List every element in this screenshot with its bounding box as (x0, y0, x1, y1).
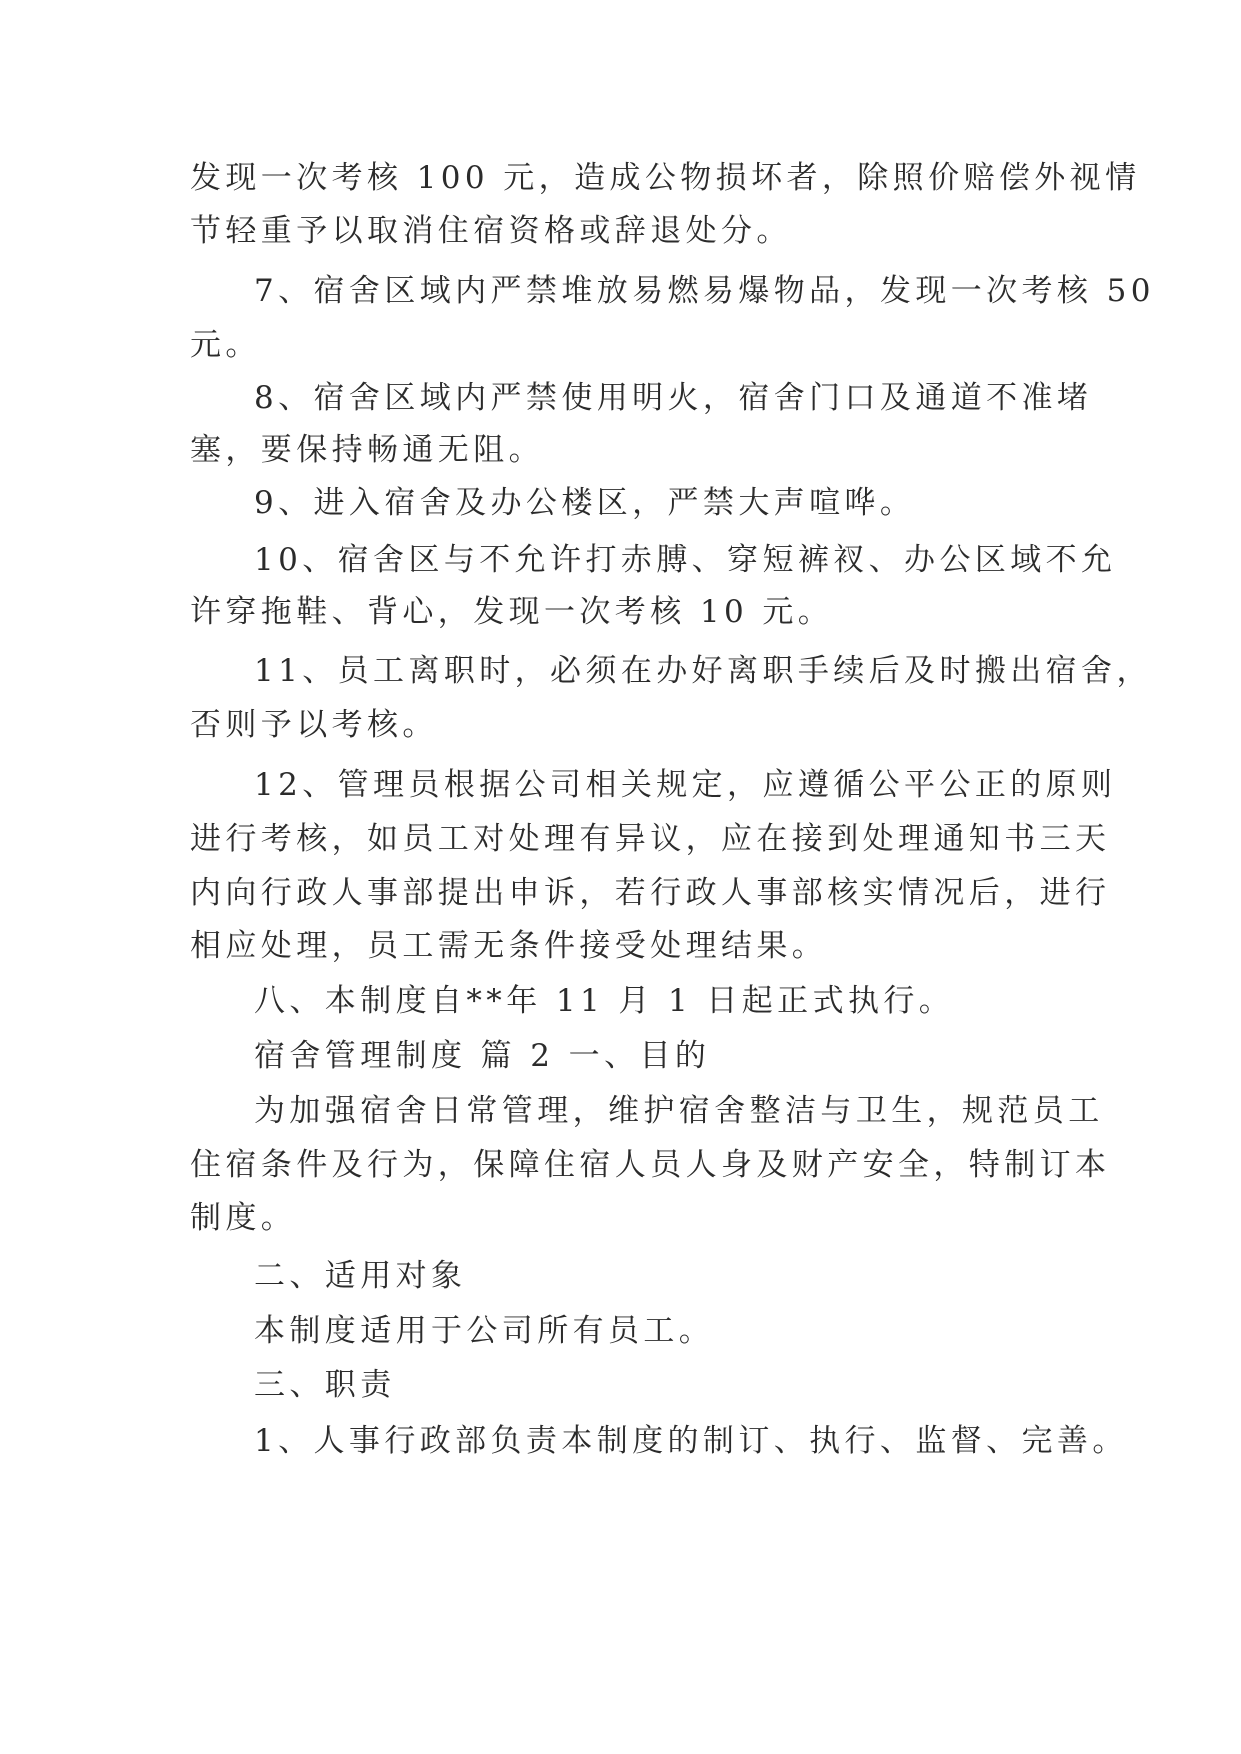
text-line: 八、本制度自**年 11 月 1 日起正式执行。 (254, 983, 955, 1019)
text-line: 宿舍管理制度 篇 2 一、目的 (254, 1038, 711, 1074)
text-line: 否则予以考核。 (190, 707, 438, 743)
text-line: 10、宿舍区与不允许打赤膊、穿短裤衩、办公区域不允 (254, 542, 1117, 578)
text-line: 8、宿舍区域内严禁使用明火，宿舍门口及通道不准堵 (254, 380, 1093, 416)
text-line: 塞，要保持畅通无阻。 (190, 432, 544, 468)
text-line: 本制度适用于公司所有员工。 (254, 1313, 715, 1349)
text-line: 为加强宿舍日常管理，维护宿舍整洁与卫生，规范员工 (254, 1093, 1104, 1129)
text-line: 1、人事行政部负责本制度的制订、执行、监督、完善。 (254, 1423, 1128, 1459)
section-heading: 二、适用对象 (254, 1258, 467, 1294)
text-line: 元。 (190, 327, 261, 363)
text-line: 相应处理，员工需无条件接受处理结果。 (190, 928, 828, 964)
text-line: 发现一次考核 100 元，造成公物损坏者，除照价赔偿外视情 (190, 160, 1141, 196)
text-line: 许穿拖鞋、背心，发现一次考核 10 元。 (190, 594, 834, 630)
text-line: 12、管理员根据公司相关规定，应遵循公平公正的原则 (254, 767, 1117, 803)
text-line: 节轻重予以取消住宿资格或辞退处分。 (190, 213, 792, 249)
text-line: 11、员工离职时，必须在办好离职手续后及时搬出宿舍， (254, 653, 1152, 689)
text-line: 制度。 (190, 1200, 297, 1236)
text-line: 进行考核，如员工对处理有异议，应在接到处理通知书三天 (190, 821, 1111, 857)
text-line: 内向行政人事部提出申诉，若行政人事部核实情况后，进行 (190, 875, 1111, 911)
section-heading: 三、职责 (254, 1367, 396, 1403)
text-line: 7、宿舍区域内严禁堆放易燃易爆物品，发现一次考核 50 (254, 273, 1155, 309)
text-line: 9、进入宿舍及办公楼区，严禁大声喧哗。 (254, 485, 916, 521)
text-line: 住宿条件及行为，保障住宿人员人身及财产安全，特制订本 (190, 1147, 1111, 1183)
